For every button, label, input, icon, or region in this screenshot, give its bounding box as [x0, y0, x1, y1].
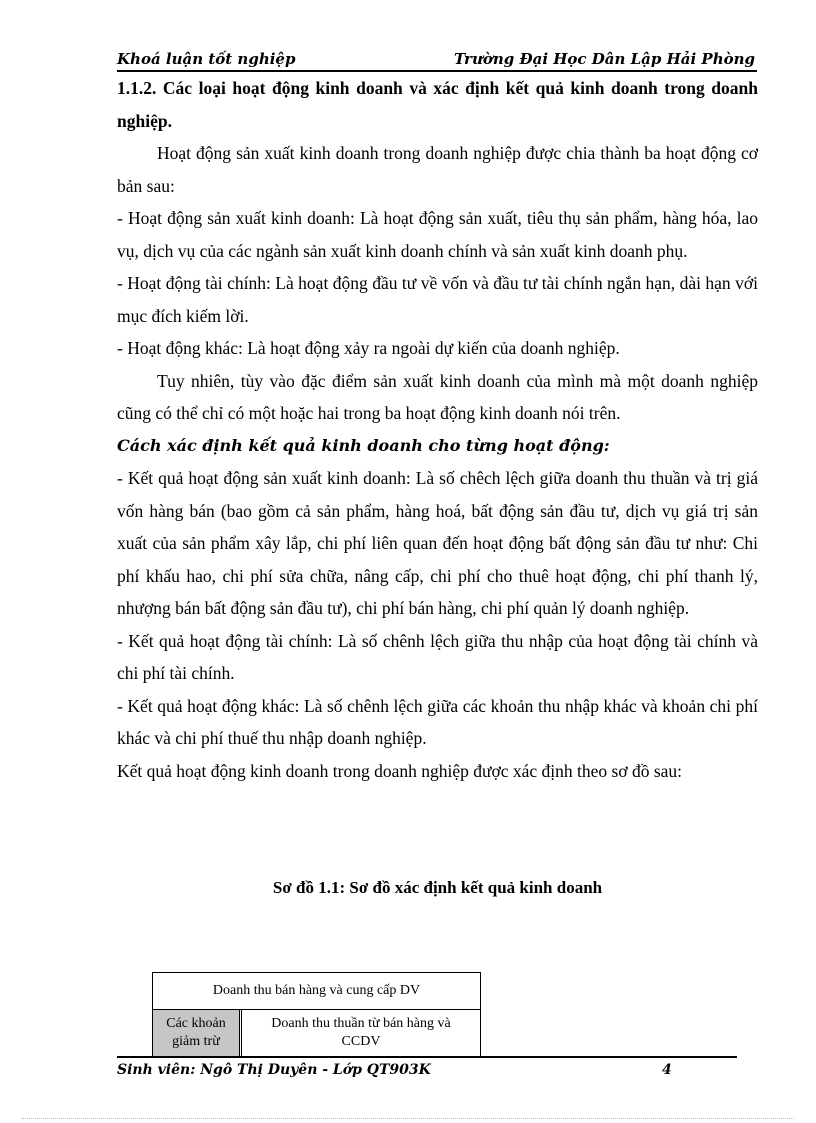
paragraph: - Kết quả hoạt động sản xuất kinh doanh: Là số chêch lệch giữa doanh thu thuần và trị giá vốn hàng bán (bao gồm cả sản phẩm, hàng hoá, bất động sản đầu tư, dịch vụ giá trị sản xuất của sản phẩm xây lắp, chi phí liên quan đến hoạt động bất động sản đầu tư như: Chi phí khấu hao, chi phí sửa chữa, nâng cấp, chi phí cho thuê hoạt động, chi phí thanh lý, nhượng bán bất động sản đầu tư), chi phí bán hàng, chi phí quản lý doanh nghiệp. [117, 468, 758, 618]
net-revenue-box [241, 1009, 481, 1058]
net-revenue-label-line1: Doanh thu thuần từ bán hàng và [271, 1016, 451, 1031]
document-body [117, 72, 758, 787]
paragraph: - Hoạt động tài chính: Là hoạt động đầu tư về vốn và đầu tư tài chính ngắn hạn, dài hạn với mục đích kiếm lời. [117, 273, 758, 326]
header-school-name: Trường Đại Học Dân Lập Hải Phòng [453, 50, 755, 68]
paragraph: Kết quả hoạt động kinh doanh trong doanh nghiệp được xác định theo sơ đồ sau: [117, 760, 683, 781]
result-diagram [152, 972, 481, 1058]
deductions-box [152, 1009, 240, 1058]
paragraph: Tuy nhiên, tùy vào đặc điểm sản xuất kinh doanh của mình mà một doanh nghiệp cũng có thể chỉ có một hoặc hai trong ba hoạt động kinh doanh nói trên. [117, 370, 758, 423]
section-heading: 1.1.2. Các loại hoạt động kinh doanh và xác định kết quả kinh doanh trong doanh nghiệp. [117, 78, 758, 131]
paragraph: Hoạt động sản xuất kinh doanh trong doanh nghiệp được chia thành ba hoạt động cơ bản sau: [117, 143, 758, 196]
footer-divider [117, 1056, 737, 1058]
header-thesis-label: Khoá luận tốt nghiệp [117, 50, 296, 68]
paragraph: - Hoạt động khác: Là hoạt động xảy ra ngoài dự kiến của doanh nghiệp. [117, 338, 620, 358]
page-footer [117, 1062, 737, 1082]
net-revenue-label-line2: CCDV [341, 1034, 381, 1049]
page-edge-divider [22, 1118, 794, 1119]
page-number: 4 [662, 1062, 672, 1078]
page-header [117, 48, 757, 72]
paragraph: - Hoạt động sản xuất kinh doanh: Là hoạt động sản xuất, tiêu thụ sản phẩm, hàng hóa, lao vụ, dịch vụ của các ngành sản xuất kinh doanh chính và sản xuất kinh doanh phụ. [117, 208, 758, 261]
diagram-caption: Sơ đồ 1.1: Sơ đồ xác định kết quả kinh doanh [272, 878, 603, 897]
subheading: Cách xác định kết quả kinh doanh cho từng hoạt động: [117, 435, 610, 455]
revenue-box: Doanh thu bán hàng và cung cấp DV [152, 972, 481, 1010]
paragraph: - Kết quả hoạt động tài chính: Là số chênh lệch giữa thu nhập của hoạt động tài chính và chi phí tài chính. [117, 630, 758, 683]
footer-student: Sinh viên: Ngô Thị Duyên - Lớp QT903K [117, 1062, 431, 1078]
paragraph: - Kết quả hoạt động khác: Là số chênh lệch giữa các khoản thu nhập khác và khoản chi phí khác và chi phí thuế thu nhập doanh nghiệp. [117, 695, 758, 748]
deductions-label-line1: Các khoản [166, 1016, 226, 1031]
deductions-label-line2: giảm trừ [172, 1034, 220, 1049]
